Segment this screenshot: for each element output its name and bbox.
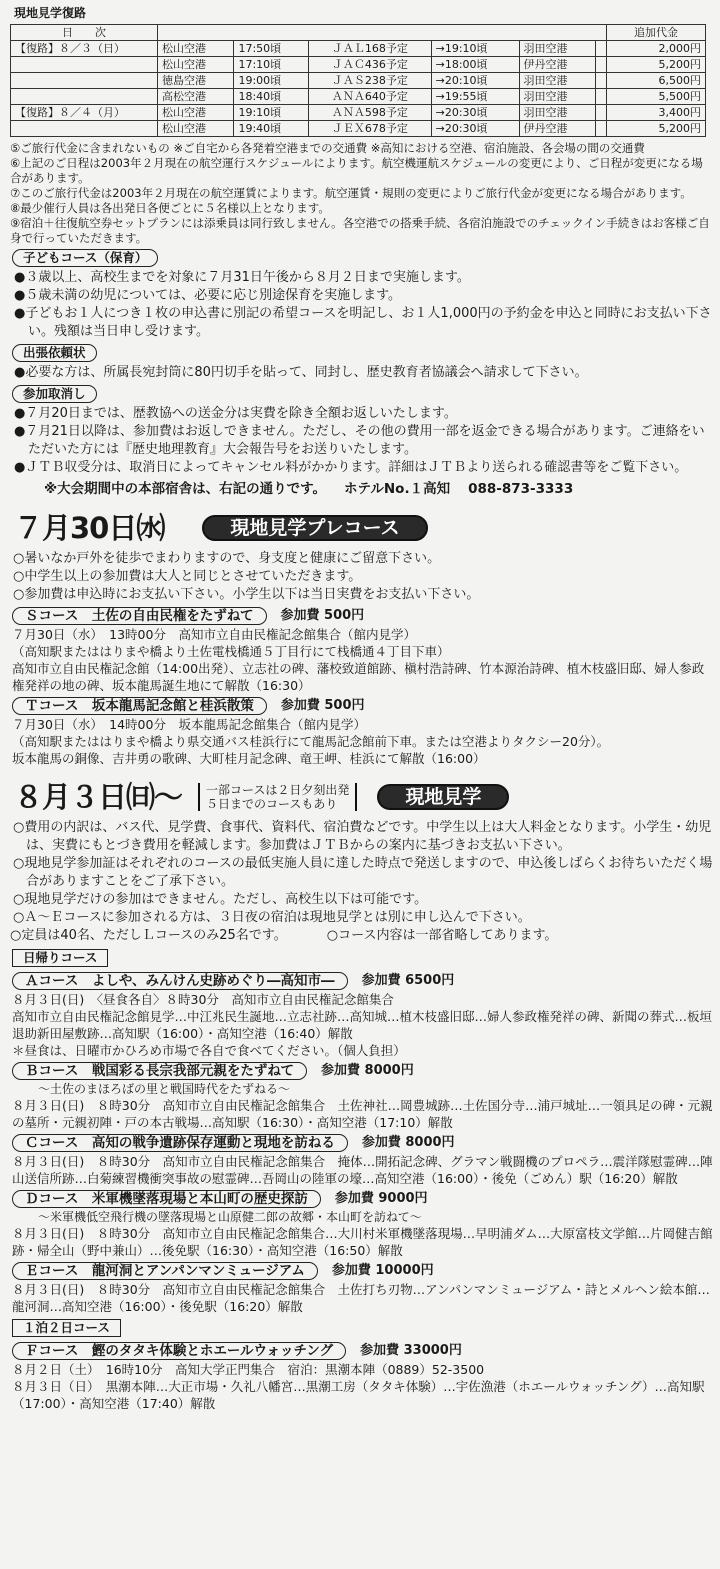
course-line: ８月３日(日) ８時30分 高知市立自由民権記念館集合 土佐打ち刃物…アンパンマンミュージアム・詩とメルヘン絵本館…龍河洞…高知空港（16:00）・後免駅（16:20）解散 <box>12 1282 710 1314</box>
row-spacer <box>596 73 607 89</box>
row-fee: 2,000円 <box>607 41 706 57</box>
note-item: ○定員は40名、ただしＬコースのみ25名です。 <box>10 928 287 943</box>
return-flight-table <box>10 24 706 137</box>
list-item: ●７月20日までは、歴教協への送金分は実費を除き全額お返しいたします。 <box>14 406 457 421</box>
hotel-info <box>44 480 714 498</box>
row-flight: ＪＡＬ168予定 <box>309 41 432 57</box>
bracket-line: ５日までのコースもあり <box>206 797 338 811</box>
note-item: ○Ａ〜Ｅコースに参加される方は、３日夜の宿泊は現地見学とは別に申し込んで下さい。 <box>13 910 531 925</box>
row-flight: ＡＮＡ598予定 <box>309 105 432 121</box>
table-row <box>11 41 706 57</box>
row-arr: →19:55頃 <box>431 89 519 105</box>
course-line: ８月３日(日) 〈昼食各自〉８時30分 高知市立自由民権記念館集合 <box>12 992 394 1007</box>
row-arr: →18:00頃 <box>431 57 519 73</box>
row-spacer <box>596 57 607 73</box>
row-from: 高松空港 <box>158 89 234 105</box>
row-fee: 5,200円 <box>607 121 706 137</box>
list-item: ●３歳以上、高校生までを対象に７月31日午後から８月２日まで実施します。 <box>14 270 470 285</box>
course-line: （高知駅またははりまや橋より土佐電栈橋通５丁目行にて栈橋通４丁目下車） <box>12 644 450 659</box>
row-date: 【復路】８／４（月） <box>11 105 158 121</box>
main-tour-header <box>14 779 714 815</box>
overnight-tag: １泊２日コース <box>12 1319 121 1337</box>
row-dep: 19:00頃 <box>234 73 309 89</box>
course-a-name: Ａコース よしや、みんけん史跡めぐり―高知市― <box>12 972 348 990</box>
date-header: 日 次 <box>11 25 158 41</box>
list-item: ●ＪＴＢ収受分は、取消日によってキャンセル料がかかります。詳細はＪＴＢより送られる確認書等をご覧下さい。 <box>14 460 688 475</box>
row-from: 松山空港 <box>158 105 234 121</box>
list-item: ●必要な方は、所属長宛封筒に80円切手を貼って、同封し、歴史教育者協議会へ請求して下さい。 <box>14 365 588 380</box>
row-date <box>11 89 158 105</box>
fee-header: 追加代金 <box>607 25 706 41</box>
note-item: ○コース内容は一部省略してあります。 <box>326 928 558 943</box>
row-arr: →20:30頃 <box>431 121 519 137</box>
row-from: 松山空港 <box>158 41 234 57</box>
row-spacer <box>596 121 607 137</box>
course-b-fee: 参加費 8000円 <box>321 1063 414 1078</box>
pre-course-title: 現地見学プレコース <box>202 515 427 541</box>
pre-course-header <box>14 510 714 546</box>
list-item: ●７月21日以降は、参加費はお返しできません。ただし、その他の費用一部を返金できる場合があります。ご連絡をいただいた方には『歴史地理教育』大会報告号をお送りいたします。 <box>14 424 705 457</box>
row-from: 松山空港 <box>158 57 234 73</box>
course-c-header <box>12 1134 714 1152</box>
row-date: 【復路】８／３（日） <box>11 41 158 57</box>
childcare-tag: 子どもコース（保育） <box>12 249 158 267</box>
return-section-title: 現地見学復路 <box>14 6 87 20</box>
row-flight: ＪＡＳ238予定 <box>309 73 432 89</box>
row-spacer <box>596 89 607 105</box>
row-fee: 3,400円 <box>607 105 706 121</box>
cancel-list <box>10 405 714 477</box>
note-item: ⑧最少催行人員は各出発日各便ごとに５名様以上となります。 <box>10 201 330 215</box>
row-date <box>11 57 158 73</box>
row-arr: →20:10頃 <box>431 73 519 89</box>
row-spacer <box>596 105 607 121</box>
course-f-header <box>12 1342 714 1360</box>
row-flight: ＪＡＣ436予定 <box>309 57 432 73</box>
hotel-tel: 088-873-3333 <box>468 481 574 497</box>
table-header-row <box>11 25 706 41</box>
course-t-fee: 参加費 500円 <box>280 698 365 713</box>
main-tour-notes <box>10 819 714 945</box>
row-spacer <box>596 41 607 57</box>
cancel-tag: 参加取消し <box>12 385 97 403</box>
course-line: 高知市立自由民権記念館見学…中江兆民生誕地…立志社跡…高知城…植木枝盛旧邸…婦人参政権発祥の碑、新聞の葬式…板垣退助新田屋敷跡…高知駅（16:00）・高知空港（16:40）解散 <box>12 1009 713 1041</box>
course-subtitle: 〜土佐のまほろばの里と戦国時代をたずねる〜 <box>38 1082 291 1096</box>
note-item: ○現地見学参加証はそれぞれのコースの最低実施人員に達した時点で発送しますので、申込後しばらくお待ちいただく場合がありますことをご了承下さい。 <box>13 856 713 889</box>
note-item: ⑥上記のご日程は2003年２月現在の航空運行スケジュールによります。航空機運航スケジュールの変更により、ご日程が変更になる場合があります。 <box>10 156 703 185</box>
row-from: 松山空港 <box>158 121 234 137</box>
course-b-header <box>12 1062 714 1080</box>
row-dep: 19:40頃 <box>234 121 309 137</box>
document-page <box>10 0 714 1412</box>
note-item: ⑨宿泊＋往復航空券セットプランには添乗員は同行致しません。各空港での搭乗手続、各宿泊施設でのチェックイン手続きはお客様ご自身で行っていただきます。 <box>10 216 710 245</box>
hotel-name: ホテルNo.１高知 <box>344 481 451 497</box>
note-item: ○現地見学だけの参加はできません。ただし、高校生以下は可能です。 <box>13 892 428 907</box>
row-arr: →20:30頃 <box>431 105 519 121</box>
course-f-name: Ｆコース 鰹のタタキ体験とホエールウォッチング <box>12 1342 346 1360</box>
course-d-header <box>12 1190 714 1208</box>
course-line: ８月３日(日) ８時30分 高知市立自由民権記念館集合…大川村米軍機墜落現場…早明浦ダム…大原富枝文学館…片岡健吉館跡・帰全山（野中兼山）…後免駅（16:30）・高知空港（16:50）解散 <box>12 1226 713 1258</box>
pre-course-date: ７月30日㈬ <box>14 511 165 545</box>
row-arr: →19:10頃 <box>431 41 519 57</box>
blank-header <box>158 25 607 41</box>
course-line: ８月３日（日） 黒潮本陣…大正市場・久礼八幡宮…黒潮工房（タタキ体験）…宇佐漁港（ホエールウォッチング）…高知駅（17:00）・高知空港（17:40）解散 <box>12 1379 705 1411</box>
course-line: 高知市立自由民権記念館（14:00出発）、立志社の碑、藩校致道館跡、槇村浩詩碑、竹本源治詩碑、植木枝盛旧邸、婦人参政権発祥の地の碑、坂本龍馬誕生地にて解散（16:30） <box>12 661 705 693</box>
list-item: ●５歳未満の幼児については、必要に応じ別途保育を実施します。 <box>14 288 402 303</box>
course-a-fee: 参加費 6500円 <box>361 973 455 988</box>
course-d-name: Ｄコース 米軍機墜落現場と本山町の歴史探訪 <box>12 1190 321 1208</box>
course-e-header <box>12 1262 714 1280</box>
row-to: 伊丹空港 <box>519 57 595 73</box>
row-from: 徳島空港 <box>158 73 234 89</box>
course-t-name: Ｔコース 坂本龍馬記念館と桂浜散策 <box>12 697 267 715</box>
note-item: ○中学生以上の参加費は大人と同じとさせていただきます。 <box>13 569 362 584</box>
travel-notes <box>10 141 714 246</box>
request-tag: 出張依頼状 <box>12 344 97 362</box>
row-to: 羽田空港 <box>519 89 595 105</box>
main-tour-date: ８月３日㈰〜 <box>14 780 183 814</box>
table-row <box>11 105 706 121</box>
note-item: ⑦このご旅行代金は2003年２月現在の航空運賃によります。航空運賃・規則の変更によりご旅行代金が変更になる場合があります。 <box>10 186 692 200</box>
course-c-fee: 参加費 8000円 <box>361 1135 455 1150</box>
course-b-name: Ｂコース 戦国彩る長宗我部元親をたずねて <box>12 1062 307 1080</box>
row-dep: 17:50頃 <box>234 41 309 57</box>
course-e-name: Ｅコース 龍河洞とアンパンマンミュージアム <box>12 1262 318 1280</box>
note-item: ○費用の内訳は、バス代、見学費、食事代、資料代、宿泊費などです。中学生以上は大人料金となります。小学生・幼児は、実費にもとづき費用を軽減します。参加費はＪＴＢからの案内に基づきお支払い下さい。 <box>13 820 712 853</box>
pre-course-notes <box>10 550 714 604</box>
table-row <box>11 73 706 89</box>
note-pair <box>10 927 714 945</box>
row-flight: ＪＥＸ678予定 <box>309 121 432 137</box>
course-c-name: Ｃコース 高知の戦争遺跡保存運動と現地を訪ねる <box>12 1134 348 1152</box>
course-line: ＊昼食は、日曜市かひろめ市場で各自で食べてください。（個人負担） <box>12 1043 406 1058</box>
course-s-fee: 参加費 500円 <box>280 608 365 623</box>
table-row <box>11 121 706 137</box>
course-s-name: Ｓコース 土佐の自由民権をたずねて <box>12 607 267 625</box>
row-date <box>11 121 158 137</box>
course-e-fee: 参加費 10000円 <box>331 1263 434 1278</box>
row-fee: 5,200円 <box>607 57 706 73</box>
table-row <box>11 57 706 73</box>
course-line: ７月30日（水） 14時00分 坂本龍馬記念館集合（館内見学） <box>12 717 366 732</box>
row-fee: 6,500円 <box>607 73 706 89</box>
course-line: ７月30日（水） 13時00分 高知市立自由民権記念館集合（館内見学） <box>12 627 416 642</box>
main-tour-title: 現地見学 <box>377 784 509 810</box>
row-to: 伊丹空港 <box>519 121 595 137</box>
row-dep: 18:40頃 <box>234 89 309 105</box>
row-to: 羽田空港 <box>519 41 595 57</box>
day-trip-tag: 日帰りコース <box>12 949 108 967</box>
row-flight: ＡＮＡ640予定 <box>309 89 432 105</box>
course-s-header <box>12 607 714 625</box>
note-item: ⑤ご旅行代金に含まれないもの ※ご自宅から各発着空港までの交通費 ※高知における空港、宿泊施設、各会場の間の交通費 <box>10 141 645 155</box>
table-row <box>11 89 706 105</box>
hotel-label: ※大会期間中の本部宿舎は、右記の通りです。 <box>44 481 327 497</box>
bracket-line: 一部コースは２日夕刻出発 <box>206 783 350 797</box>
course-subtitle: 〜米軍機低空飛行機の墜落現場と山原健二郎の故郷・本山町を訪ねて〜 <box>38 1210 422 1224</box>
course-d-fee: 参加費 9000円 <box>334 1191 428 1206</box>
row-dep: 19:10頃 <box>234 105 309 121</box>
row-fee: 5,500円 <box>607 89 706 105</box>
list-item: ●子どもお１人につき１枚の申込書に別記の希望コースを明記し、お１人1,000円の予約金を申込と同時にお支払い下さい。残額は当日申し受けます。 <box>14 306 712 339</box>
row-date <box>11 73 158 89</box>
course-t-header <box>12 697 714 715</box>
course-line: ８月２日（土） 16時10分 高知大学正門集合 宿泊：黒潮本陣（0889）52-3500 <box>12 1362 485 1377</box>
childcare-list <box>10 269 714 341</box>
row-to: 羽田空港 <box>519 105 595 121</box>
request-list <box>10 364 714 382</box>
course-f-fee: 参加費 33000円 <box>360 1343 462 1358</box>
note-item: ○暑いなか戸外を徒歩でまわりますので、身支度と健康にご留意下さい。 <box>13 551 441 566</box>
row-to: 羽田空港 <box>519 73 595 89</box>
row-dep: 17:10頃 <box>234 57 309 73</box>
course-line: ８月３日(日) ８時30分 高知市立自由民権記念館集合 土佐神社…岡豊城跡…土佐国分寺…浦戸城址…一領具足の碑・元親の墓所・元親初陣・戸の本古戦場…高知駅（16:30）・高知空港（17:10）解散 <box>12 1098 713 1130</box>
course-line: 坂本龍馬の銅像、吉井勇の歌碑、大町桂月記念碑、竜王岬、桂浜にて解散（16:00） <box>12 751 486 766</box>
note-item: ○参加費は申込時にお支払い下さい。小学生以下は当日実費をお支払い下さい。 <box>13 587 480 602</box>
main-tour-bracket <box>198 783 357 811</box>
course-line: （高知駅またははりまや橋より県交通バス桂浜行にて龍馬記念館前下車。または空港よりタクシー20分）。 <box>12 734 610 749</box>
course-line: ８月３日(日) ８時30分 高知市立自由民権記念館集合 掩体…開拓記念碑、グラマン戦闘機のプロペラ…震洋隊慰霊碑…陣山送信所跡…白菊練習機衝突事故の慰霊碑…吾岡山の陸軍の壕…高知空港（16:00）・後免（ごめん）駅（16:20）解散 <box>12 1154 713 1186</box>
course-a-header <box>12 972 714 990</box>
